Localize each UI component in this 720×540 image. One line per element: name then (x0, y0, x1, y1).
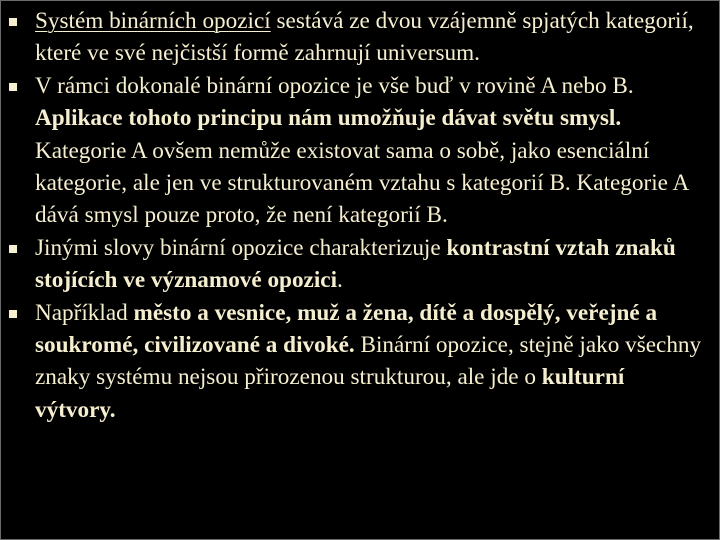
text-segment-bold: město a vesnice, muž a žena, dítě a dospělý, veřejné a soukromé, civilizované a divoké. (35, 299, 658, 359)
text-segment-bold: kulturní výtvory. (35, 364, 625, 423)
bullet-item-1 (9, 5, 705, 70)
text-segment: Například (35, 299, 134, 326)
text-segment: Kategorie A ovšem nemůže existovat sama o sobě, jako esenciální kategorie, ale jen ve strukturovaném vztahu s kategorií B. Kategorie A dává smysl pouze proto, že není kategorií B. (35, 137, 688, 229)
bullet-item-2 (9, 70, 705, 232)
text-segment: Systém binárních opozicí (35, 8, 271, 34)
bullet-item-3 (9, 232, 705, 297)
text-segment: Jinými slovy binární opozice charakterizuje (35, 234, 447, 261)
text-segment-bold: Aplikace tohoto principu nám umožňuje dávat světu smysl. (35, 105, 622, 132)
square-bullet-icon (9, 18, 17, 26)
square-bullet-icon (9, 310, 17, 318)
square-bullet-icon (9, 245, 17, 253)
bullet-list (9, 5, 705, 426)
text-segment: V rámci dokonalé binární opozice je vše buď v rovině A nebo B. (35, 72, 634, 99)
bullet-item-4 (9, 297, 705, 427)
text-segment: sestává ze dvou vzájemně spjatých kategorií, které ve své nejčistší formě zahrnují universum. (35, 8, 694, 67)
square-bullet-icon (9, 83, 17, 91)
text-segment-bold: kontrastní vztah znaků stojících ve významové opozici (35, 234, 676, 294)
text-segment: Binární opozice, stejně jako všechny znaky systému nejsou přirozenou strukturou, ale jde o (35, 332, 702, 391)
text-segment: . (337, 267, 343, 294)
